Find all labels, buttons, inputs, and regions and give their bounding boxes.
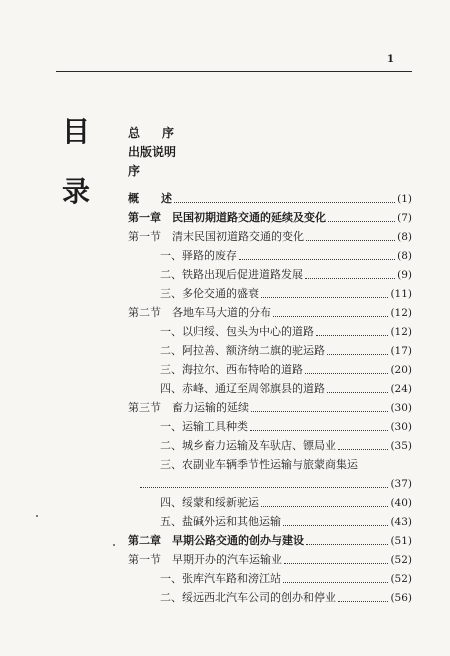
- toc-entry[interactable]: [128, 399, 412, 415]
- front-matter-general-preface[interactable]: [128, 126, 174, 140]
- front-matter-zong: 总: [128, 126, 141, 140]
- toc-entry-title: [128, 553, 282, 567]
- toc-entry-page: (8): [397, 250, 412, 262]
- toc-leader-dots: [140, 486, 388, 488]
- front-matter-preface[interactable]: 序: [128, 164, 141, 178]
- toc-entry-page: (20): [390, 364, 412, 376]
- toc-entry-title: [128, 591, 336, 605]
- toc-entry[interactable]: [128, 589, 412, 605]
- toc-entry[interactable]: [128, 228, 412, 244]
- toc-leader-dots: [251, 410, 388, 412]
- toc-entry-page: (52): [390, 554, 412, 566]
- toc-leader-dots: [306, 543, 388, 545]
- toc-entry-page: (17): [390, 345, 412, 357]
- toc-entry-label: 概 述: [128, 192, 172, 205]
- toc-entry[interactable]: [128, 494, 412, 510]
- toc-entry-title: [128, 287, 259, 301]
- toc-entry-title: [128, 344, 325, 358]
- scan-speck: [113, 544, 115, 546]
- toc-leader-dots: [284, 562, 388, 564]
- toc-entry[interactable]: [128, 380, 412, 396]
- toc-entry-label: 二、铁路出现后促进道路发展: [160, 268, 303, 281]
- toc-entry-title: [128, 496, 259, 510]
- toc-entry-number: 第一节: [128, 230, 161, 243]
- toc-entry-page: (11): [390, 288, 412, 300]
- toc-entry-title: [128, 401, 249, 415]
- toc-entry-page: (9): [397, 269, 412, 281]
- toc-leader-dots: [283, 524, 388, 526]
- toc-leader-dots: [316, 334, 388, 336]
- toc-leader-dots: [305, 372, 388, 374]
- toc-entry-page: (12): [390, 307, 412, 319]
- toc-entry-title: [128, 363, 303, 377]
- toc-entry-page: (40): [390, 497, 412, 509]
- contents-heading-char-1: 目: [62, 115, 91, 148]
- toc-entry-page: (52): [390, 573, 412, 585]
- toc-entry-title: [128, 515, 281, 529]
- toc-entry-label: 各地车马大道的分布: [172, 306, 271, 319]
- toc-entry-title: [128, 268, 303, 282]
- toc-entry[interactable]: [128, 418, 412, 434]
- toc-entry-label: 畜力运输的延续: [172, 401, 249, 414]
- toc-entry[interactable]: [128, 247, 412, 263]
- toc-entry-title: [128, 249, 237, 263]
- toc-entry-page: (12): [390, 326, 412, 338]
- toc-entry-title: [128, 211, 326, 225]
- toc-leader-dots: [174, 201, 395, 203]
- toc-entry-title: [128, 325, 314, 339]
- toc-entry-number: 第三节: [128, 401, 161, 414]
- toc-entry-label: 五、盐碱外运和其他运输: [160, 515, 281, 528]
- front-matter-publisher-notes[interactable]: 出版说明: [128, 145, 177, 159]
- toc-entry-page: (43): [390, 516, 412, 528]
- toc-entry-title: [128, 420, 248, 434]
- toc-entry[interactable]: [128, 570, 412, 586]
- toc-entry[interactable]: [128, 475, 412, 491]
- toc-leader-dots: [306, 239, 395, 241]
- toc-entry-label: 四、赤峰、通辽至周邻旗县的道路: [160, 382, 325, 395]
- toc-entry-label: 三、农副业车辆季节性运输与旅蒙商集运: [160, 458, 358, 471]
- toc-entry-title: [128, 382, 325, 396]
- front-matter-xu: 序: [162, 126, 175, 140]
- toc-leader-dots: [273, 315, 388, 317]
- toc-entry-number: 第二节: [128, 306, 161, 319]
- toc-entry[interactable]: [128, 456, 412, 472]
- toc-entry-label: 一、张库汽车路和滂江站: [160, 572, 281, 585]
- toc-leader-dots: [327, 353, 388, 355]
- toc-entry-page: (8): [397, 231, 412, 243]
- toc-entry-label: 清末民国初道路交通的变化: [172, 230, 304, 243]
- header-rule: [56, 71, 412, 72]
- toc-entry[interactable]: [128, 323, 412, 339]
- toc-leader-dots: [261, 296, 388, 298]
- toc-entry-label: 一、运输工具种类: [160, 420, 248, 433]
- toc-entry-number: 第二章: [128, 534, 161, 547]
- toc-entry[interactable]: [128, 437, 412, 453]
- toc-entry-label: 早期公路交通的创办与建设: [172, 534, 304, 547]
- toc-entry-number: 第一节: [128, 553, 161, 566]
- toc-entry-label: 二、阿拉善、额济纳二旗的驼运路: [160, 344, 325, 357]
- toc-entry[interactable]: [128, 209, 412, 225]
- toc-leader-dots: [261, 505, 388, 507]
- toc-leader-dots: [305, 277, 395, 279]
- toc-entry-title: [128, 458, 358, 472]
- toc-entry-page: (30): [390, 402, 412, 414]
- toc-leader-dots: [338, 448, 388, 450]
- toc-entry-page: (1): [397, 193, 412, 205]
- toc-entry[interactable]: [128, 513, 412, 529]
- toc-entry[interactable]: [128, 190, 412, 206]
- toc-entry-page: (51): [390, 535, 412, 547]
- toc-entry-label: 早期开办的汽车运输业: [172, 553, 282, 566]
- toc-entry-page: (35): [390, 440, 412, 452]
- toc-entry[interactable]: [128, 361, 412, 377]
- toc-entry-title: [128, 230, 304, 244]
- page-number: 1: [387, 54, 394, 65]
- toc-leader-dots: [327, 391, 388, 393]
- toc-entry-page: (7): [397, 212, 412, 224]
- toc-entry-label: 二、城乡畜力运输及车驮店、镖局业: [160, 439, 336, 452]
- toc-leader-dots: [338, 600, 388, 602]
- scan-speck: [36, 515, 38, 517]
- toc-entry-title: [128, 306, 271, 320]
- toc-entry[interactable]: [128, 342, 412, 358]
- toc-leader-dots: [250, 429, 388, 431]
- toc-entry-label: 二、绥远西北汽车公司的创办和停业: [160, 591, 336, 604]
- toc-leader-dots: [239, 258, 395, 260]
- toc-entry[interactable]: [128, 266, 412, 282]
- toc-entry-title: [128, 572, 281, 586]
- toc-entry-page: (37): [390, 478, 412, 490]
- toc-leader-dots: [283, 581, 388, 583]
- toc-entry-label: 民国初期道路交通的延续及变化: [172, 211, 326, 224]
- toc-entry-title: [128, 534, 304, 548]
- contents-heading-char-2: 录: [62, 175, 91, 208]
- toc-entry-page: (56): [390, 592, 412, 604]
- toc-entry-number: 第一章: [128, 211, 161, 224]
- toc-leader-dots: [328, 220, 395, 222]
- toc-entry-title: [128, 192, 172, 206]
- toc-entry[interactable]: [128, 285, 412, 301]
- toc-entry-label: 四、绥蒙和绥新驼运: [160, 496, 259, 509]
- toc-entry-page: (24): [390, 383, 412, 395]
- toc-entry[interactable]: [128, 551, 412, 567]
- toc-entry[interactable]: [128, 304, 412, 320]
- toc-entry[interactable]: [128, 532, 412, 548]
- toc-entry-label: 三、海拉尔、西布特哈的道路: [160, 363, 303, 376]
- toc-entry-title: [128, 439, 336, 453]
- toc-entry-label: 一、驿路的废存: [160, 249, 237, 262]
- toc-entry-label: 三、多伦交通的盛衰: [160, 287, 259, 300]
- toc-entry-page: (30): [390, 421, 412, 433]
- toc-entry-label: 一、以归绥、包头为中心的道路: [160, 325, 314, 338]
